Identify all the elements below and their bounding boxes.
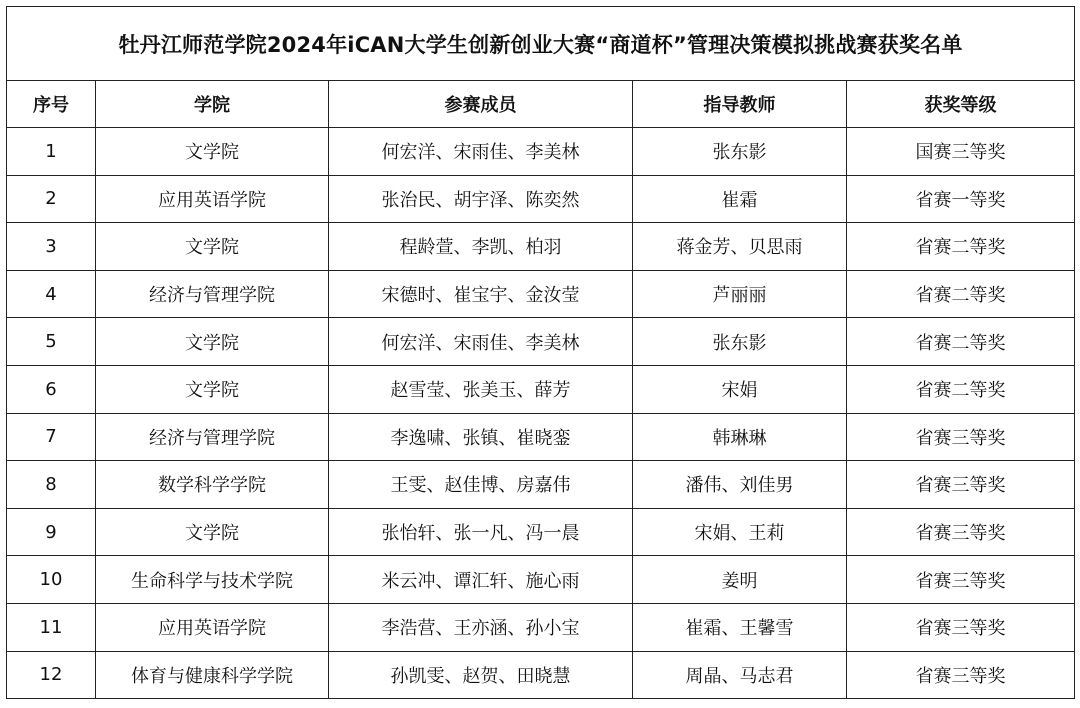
cell-index: 3 xyxy=(7,223,96,271)
cell-index: 11 xyxy=(7,603,96,651)
table-row xyxy=(7,175,1075,223)
cell-award: 省赛一等奖 xyxy=(847,175,1075,223)
cell-index: 2 xyxy=(7,175,96,223)
cell-members: 张怡轩、张一凡、冯一晨 xyxy=(329,508,633,556)
table-row xyxy=(7,603,1075,651)
cell-award: 省赛三等奖 xyxy=(847,461,1075,509)
cell-award: 国赛三等奖 xyxy=(847,128,1075,176)
cell-award: 省赛二等奖 xyxy=(847,270,1075,318)
table-row xyxy=(7,270,1075,318)
title-row xyxy=(7,7,1075,81)
cell-members: 程龄萱、李凯、柏羽 xyxy=(329,223,633,271)
header-award: 获奖等级 xyxy=(847,81,1075,128)
cell-college: 应用英语学院 xyxy=(96,175,329,223)
table-row xyxy=(7,461,1075,509)
header-index: 序号 xyxy=(7,81,96,128)
award-table xyxy=(6,6,1075,699)
cell-index: 9 xyxy=(7,508,96,556)
header-row xyxy=(7,81,1075,128)
cell-college: 生命科学与技术学院 xyxy=(96,556,329,604)
cell-college: 经济与管理学院 xyxy=(96,270,329,318)
cell-award: 省赛二等奖 xyxy=(847,365,1075,413)
cell-award: 省赛二等奖 xyxy=(847,318,1075,366)
cell-college: 数学科学学院 xyxy=(96,461,329,509)
cell-members: 米云冲、谭汇轩、施心雨 xyxy=(329,556,633,604)
table-row xyxy=(7,651,1075,699)
cell-advisor: 蒋金芳、贝思雨 xyxy=(633,223,847,271)
cell-college: 经济与管理学院 xyxy=(96,413,329,461)
cell-members: 李逸啸、张镇、崔晓銮 xyxy=(329,413,633,461)
cell-award: 省赛三等奖 xyxy=(847,413,1075,461)
header-college: 学院 xyxy=(96,81,329,128)
table-row xyxy=(7,508,1075,556)
cell-members: 赵雪莹、张美玉、薛芳 xyxy=(329,365,633,413)
table-row xyxy=(7,365,1075,413)
cell-index: 1 xyxy=(7,128,96,176)
cell-college: 文学院 xyxy=(96,365,329,413)
cell-college: 体育与健康科学学院 xyxy=(96,651,329,699)
header-members: 参赛成员 xyxy=(329,81,633,128)
cell-index: 10 xyxy=(7,556,96,604)
cell-advisor: 宋娟、王莉 xyxy=(633,508,847,556)
cell-index: 8 xyxy=(7,461,96,509)
cell-award: 省赛三等奖 xyxy=(847,508,1075,556)
cell-advisor: 崔霜 xyxy=(633,175,847,223)
cell-advisor: 宋娟 xyxy=(633,365,847,413)
cell-index: 6 xyxy=(7,365,96,413)
cell-college: 应用英语学院 xyxy=(96,603,329,651)
cell-advisor: 潘伟、刘佳男 xyxy=(633,461,847,509)
cell-award: 省赛三等奖 xyxy=(847,603,1075,651)
cell-advisor: 张东影 xyxy=(633,128,847,176)
cell-members: 张治民、胡宇泽、陈奕然 xyxy=(329,175,633,223)
cell-members: 孙凯雯、赵贺、田晓慧 xyxy=(329,651,633,699)
cell-advisor: 周晶、马志君 xyxy=(633,651,847,699)
cell-members: 王雯、赵佳博、房嘉伟 xyxy=(329,461,633,509)
cell-index: 5 xyxy=(7,318,96,366)
cell-members: 何宏洋、宋雨佳、李美林 xyxy=(329,318,633,366)
cell-advisor: 韩琳琳 xyxy=(633,413,847,461)
cell-members: 李浩营、王亦涵、孙小宝 xyxy=(329,603,633,651)
table-row xyxy=(7,556,1075,604)
table-title: 牡丹江师范学院2024年iCAN大学生创新创业大赛“商道杯”管理决策模拟挑战赛获奖名单 xyxy=(7,7,1075,81)
cell-index: 12 xyxy=(7,651,96,699)
cell-members: 宋德时、崔宝宇、金汝莹 xyxy=(329,270,633,318)
cell-advisor: 芦丽丽 xyxy=(633,270,847,318)
table-row xyxy=(7,413,1075,461)
cell-index: 4 xyxy=(7,270,96,318)
table-row xyxy=(7,128,1075,176)
cell-college: 文学院 xyxy=(96,318,329,366)
cell-advisor: 张东影 xyxy=(633,318,847,366)
cell-members: 何宏洋、宋雨佳、李美林 xyxy=(329,128,633,176)
cell-college: 文学院 xyxy=(96,223,329,271)
cell-award: 省赛三等奖 xyxy=(847,556,1075,604)
cell-college: 文学院 xyxy=(96,508,329,556)
table-row xyxy=(7,223,1075,271)
cell-advisor: 姜明 xyxy=(633,556,847,604)
table-row xyxy=(7,318,1075,366)
cell-advisor: 崔霜、王馨雪 xyxy=(633,603,847,651)
header-advisor: 指导教师 xyxy=(633,81,847,128)
cell-award: 省赛二等奖 xyxy=(847,223,1075,271)
cell-award: 省赛三等奖 xyxy=(847,651,1075,699)
cell-index: 7 xyxy=(7,413,96,461)
cell-college: 文学院 xyxy=(96,128,329,176)
